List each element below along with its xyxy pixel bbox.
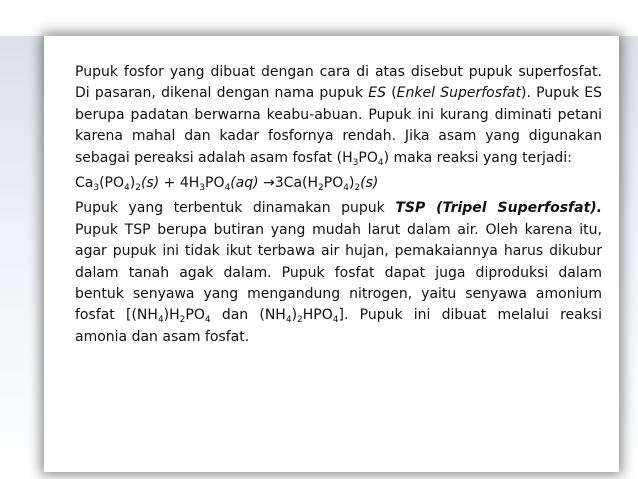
text-run: ( [385, 85, 397, 102]
text-run: (PO [99, 175, 125, 192]
subscript: 3 [199, 183, 205, 194]
text-run: ). Pupuk ES berupa padatan berwarna keabu-abuan. Pupuk ini kurang diminati petani karena mahal dan kadar fosfornya rendah. Jika asam yang digunakan sebagai pereaksi adalah asam fosfat (H [75, 85, 602, 166]
text-run: Pupuk yang terbentuk dinamakan pupuk [75, 200, 396, 217]
slide-body [75, 62, 602, 348]
text-run-italic: ES [368, 85, 386, 102]
text-run: PO [358, 149, 378, 166]
subscript: 4 [343, 183, 349, 194]
paragraph-superfosfat [75, 62, 602, 169]
text-run: PO [185, 307, 205, 324]
subscript: 3 [93, 183, 100, 194]
text-run: ) [129, 175, 136, 192]
text-run: ) maka reaksi yang terjadi: [383, 149, 572, 166]
reaction-equation [75, 173, 602, 194]
text-run-italic: Enkel Superfosfat [396, 85, 521, 102]
text-run: + 4H [159, 175, 200, 192]
subscript: 4 [124, 183, 130, 194]
text-run: ]. Pupuk ini dibuat melalui reaksi amonia dan asam fosfat. [75, 307, 602, 345]
subscript: 2 [318, 183, 324, 194]
state-label: (aq) [230, 175, 259, 192]
text-run: PO [323, 175, 344, 192]
text-run: Ca [75, 175, 94, 192]
subscript: 4 [285, 315, 292, 326]
text-run: Pupuk fosfor yang dibuat dengan cara di atas disebut pupuk superfosfat. Di pasaran, dikenal dengan nama pupuk [75, 64, 602, 102]
top-bar [0, 0, 638, 36]
subscript: 4 [157, 315, 164, 326]
subscript: 2 [179, 315, 186, 326]
text-run: →3Ca(H [258, 175, 319, 192]
text-run: Pupuk TSP berupa butiran yang mudah larut dalam air. Oleh karena itu, agar pupuk ini tidak ikut terbawa air hujan, pemakaiannya harus dikubur dalam tanah agak dalam. Pupuk fosfat dapat juga diproduksi dalam bentuk senyawa yang mengandung nitrogen, yaitu senyawa amonium fosfat [(NH [75, 221, 602, 324]
state-label: (s) [140, 175, 160, 192]
text-run: ) [291, 307, 298, 324]
subscript: 2 [354, 183, 361, 194]
subscript: 2 [135, 183, 141, 194]
state-label: (s) [360, 175, 379, 192]
subscript: 3 [352, 157, 359, 168]
subscript: 2 [297, 315, 303, 326]
text-run: )H [163, 307, 180, 324]
text-run: ) [348, 175, 355, 192]
subscript: 4 [377, 157, 384, 168]
text-run: PO [205, 175, 225, 192]
subscript: 4 [224, 183, 231, 194]
text-run-bold-italic: TSP (Tripel Superfosfat). [395, 200, 603, 217]
text-run: HPO [302, 307, 333, 324]
subscript: 4 [332, 315, 339, 326]
subscript: 4 [204, 315, 211, 326]
text-run: dan (NH [210, 307, 286, 324]
paragraph-tsp [75, 198, 602, 348]
